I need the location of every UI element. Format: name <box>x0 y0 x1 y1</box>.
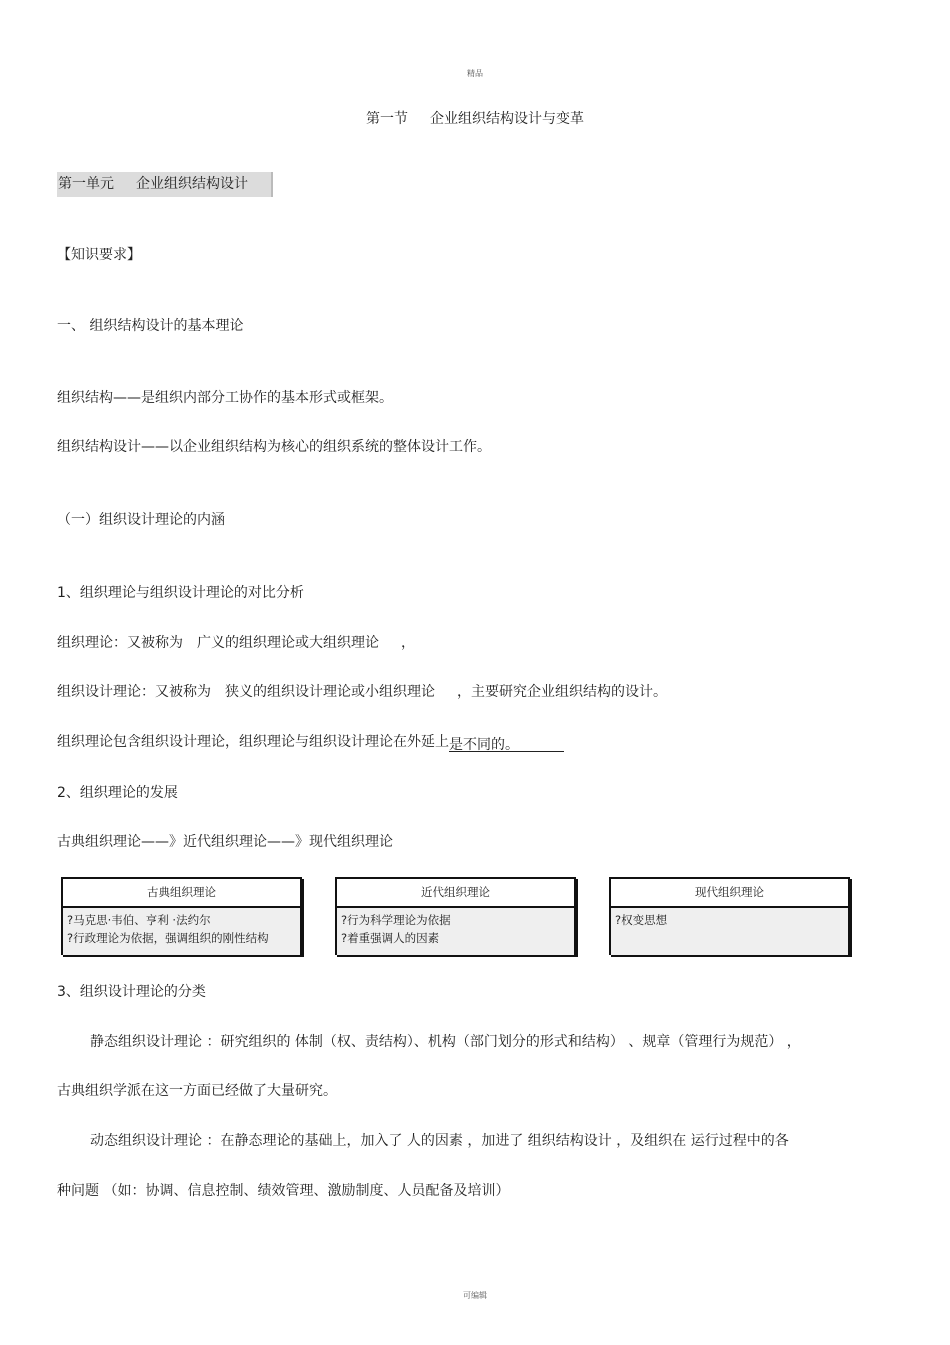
theory-box-classical <box>61 877 302 955</box>
item-heading-1: 1、组织理论与组织设计理论的对比分析 <box>57 585 304 601</box>
theory-box-body <box>611 908 848 955</box>
paragraph-org-design-theory <box>57 682 667 702</box>
dynamic-theory-line-1: 动态组织设计理论 ：在静态理论的基础上，加入了 人的因素 ，加进了 组织结构设计 ，及组织在 运行过程中的各 <box>90 1133 789 1149</box>
page-title <box>0 108 950 128</box>
section-heading-1: 一、 组织结构设计的基本理论 <box>57 318 244 334</box>
title-text: 企业组织结构设计与变革 <box>430 111 584 127</box>
subsection-heading-1: （一）组织设计理论的内涵 <box>57 512 225 528</box>
text-run: 组织理论包含组织设计理论，组织理论与组织设计理论在外延上 <box>57 734 449 750</box>
text-run: 广义的组织理论或大组织理论 <box>197 635 379 651</box>
text-run: 组织理论：又被称为 <box>57 635 183 651</box>
text-run: 组织设计理论：又被称为 <box>57 684 211 700</box>
theory-box-line: ?权变思想 <box>615 913 668 927</box>
unit-number: 第一单元 <box>58 176 114 192</box>
static-theory-line-2: 古典组织学派在这一方面已经做了大量研究。 <box>57 1083 337 1099</box>
text-run: 是不同的。 <box>449 737 519 753</box>
text-run: 狭义的组织设计理论或小组织理论 <box>225 684 435 700</box>
page-header-note: 精品 <box>467 69 483 78</box>
theory-box-title: 现代组织理论 <box>611 879 848 908</box>
unit-title: 企业组织结构设计 <box>136 176 248 192</box>
page-footer-note: 可编辑 <box>463 1291 487 1300</box>
item-heading-2: 2、组织理论的发展 <box>57 785 178 801</box>
text-run: ，主要研究企业组织结构的设计。 <box>457 684 667 700</box>
theory-box-line: ?马克思·韦伯、亨利 ·法约尔 <box>67 913 211 927</box>
theory-box-title: 近代组织理论 <box>337 879 574 908</box>
theory-box-modern-early <box>335 877 576 955</box>
definition-structure: 组织结构——是组织内部分工协作的基本形式或框架。 <box>57 390 393 406</box>
title-section: 第一节 <box>366 111 408 127</box>
definition-structure-design: 组织结构设计——以企业组织结构为核心的组织系统的整体设计工作。 <box>57 439 491 455</box>
static-theory-line-1: 静态组织设计理论 ：研究组织的 体制（权、责结构）、机构（部门划分的形式和结构） 、规章（管理行为规范） ， <box>90 1034 801 1050</box>
theory-box-title: 古典组织理论 <box>63 879 300 908</box>
theory-box-body <box>63 908 300 955</box>
text-run: ， <box>401 635 415 651</box>
theory-box-body <box>337 908 574 955</box>
theory-box-line: ?着重强调人的因素 <box>341 931 440 945</box>
paragraph-org-theory <box>57 633 415 653</box>
knowledge-requirements-heading: 【知识要求】 <box>57 247 141 263</box>
theory-box-line: ?行政理论为依据，强调组织的刚性结构 <box>67 931 269 945</box>
unit-heading <box>57 172 273 197</box>
item-heading-3: 3、组织设计理论的分类 <box>57 984 206 1000</box>
dynamic-theory-line-2: 种问题 （如：协调、信息控制、绩效管理、激励制度、人员配备及培训） <box>57 1183 510 1199</box>
evolution-line: 古典组织理论——》近代组织理论——》现代组织理论 <box>57 834 393 850</box>
theory-box-contemporary <box>609 877 850 955</box>
paragraph-comparison <box>57 732 564 752</box>
theory-box-line: ?行为科学理论为依据 <box>341 913 451 927</box>
underlined-text <box>449 735 564 752</box>
